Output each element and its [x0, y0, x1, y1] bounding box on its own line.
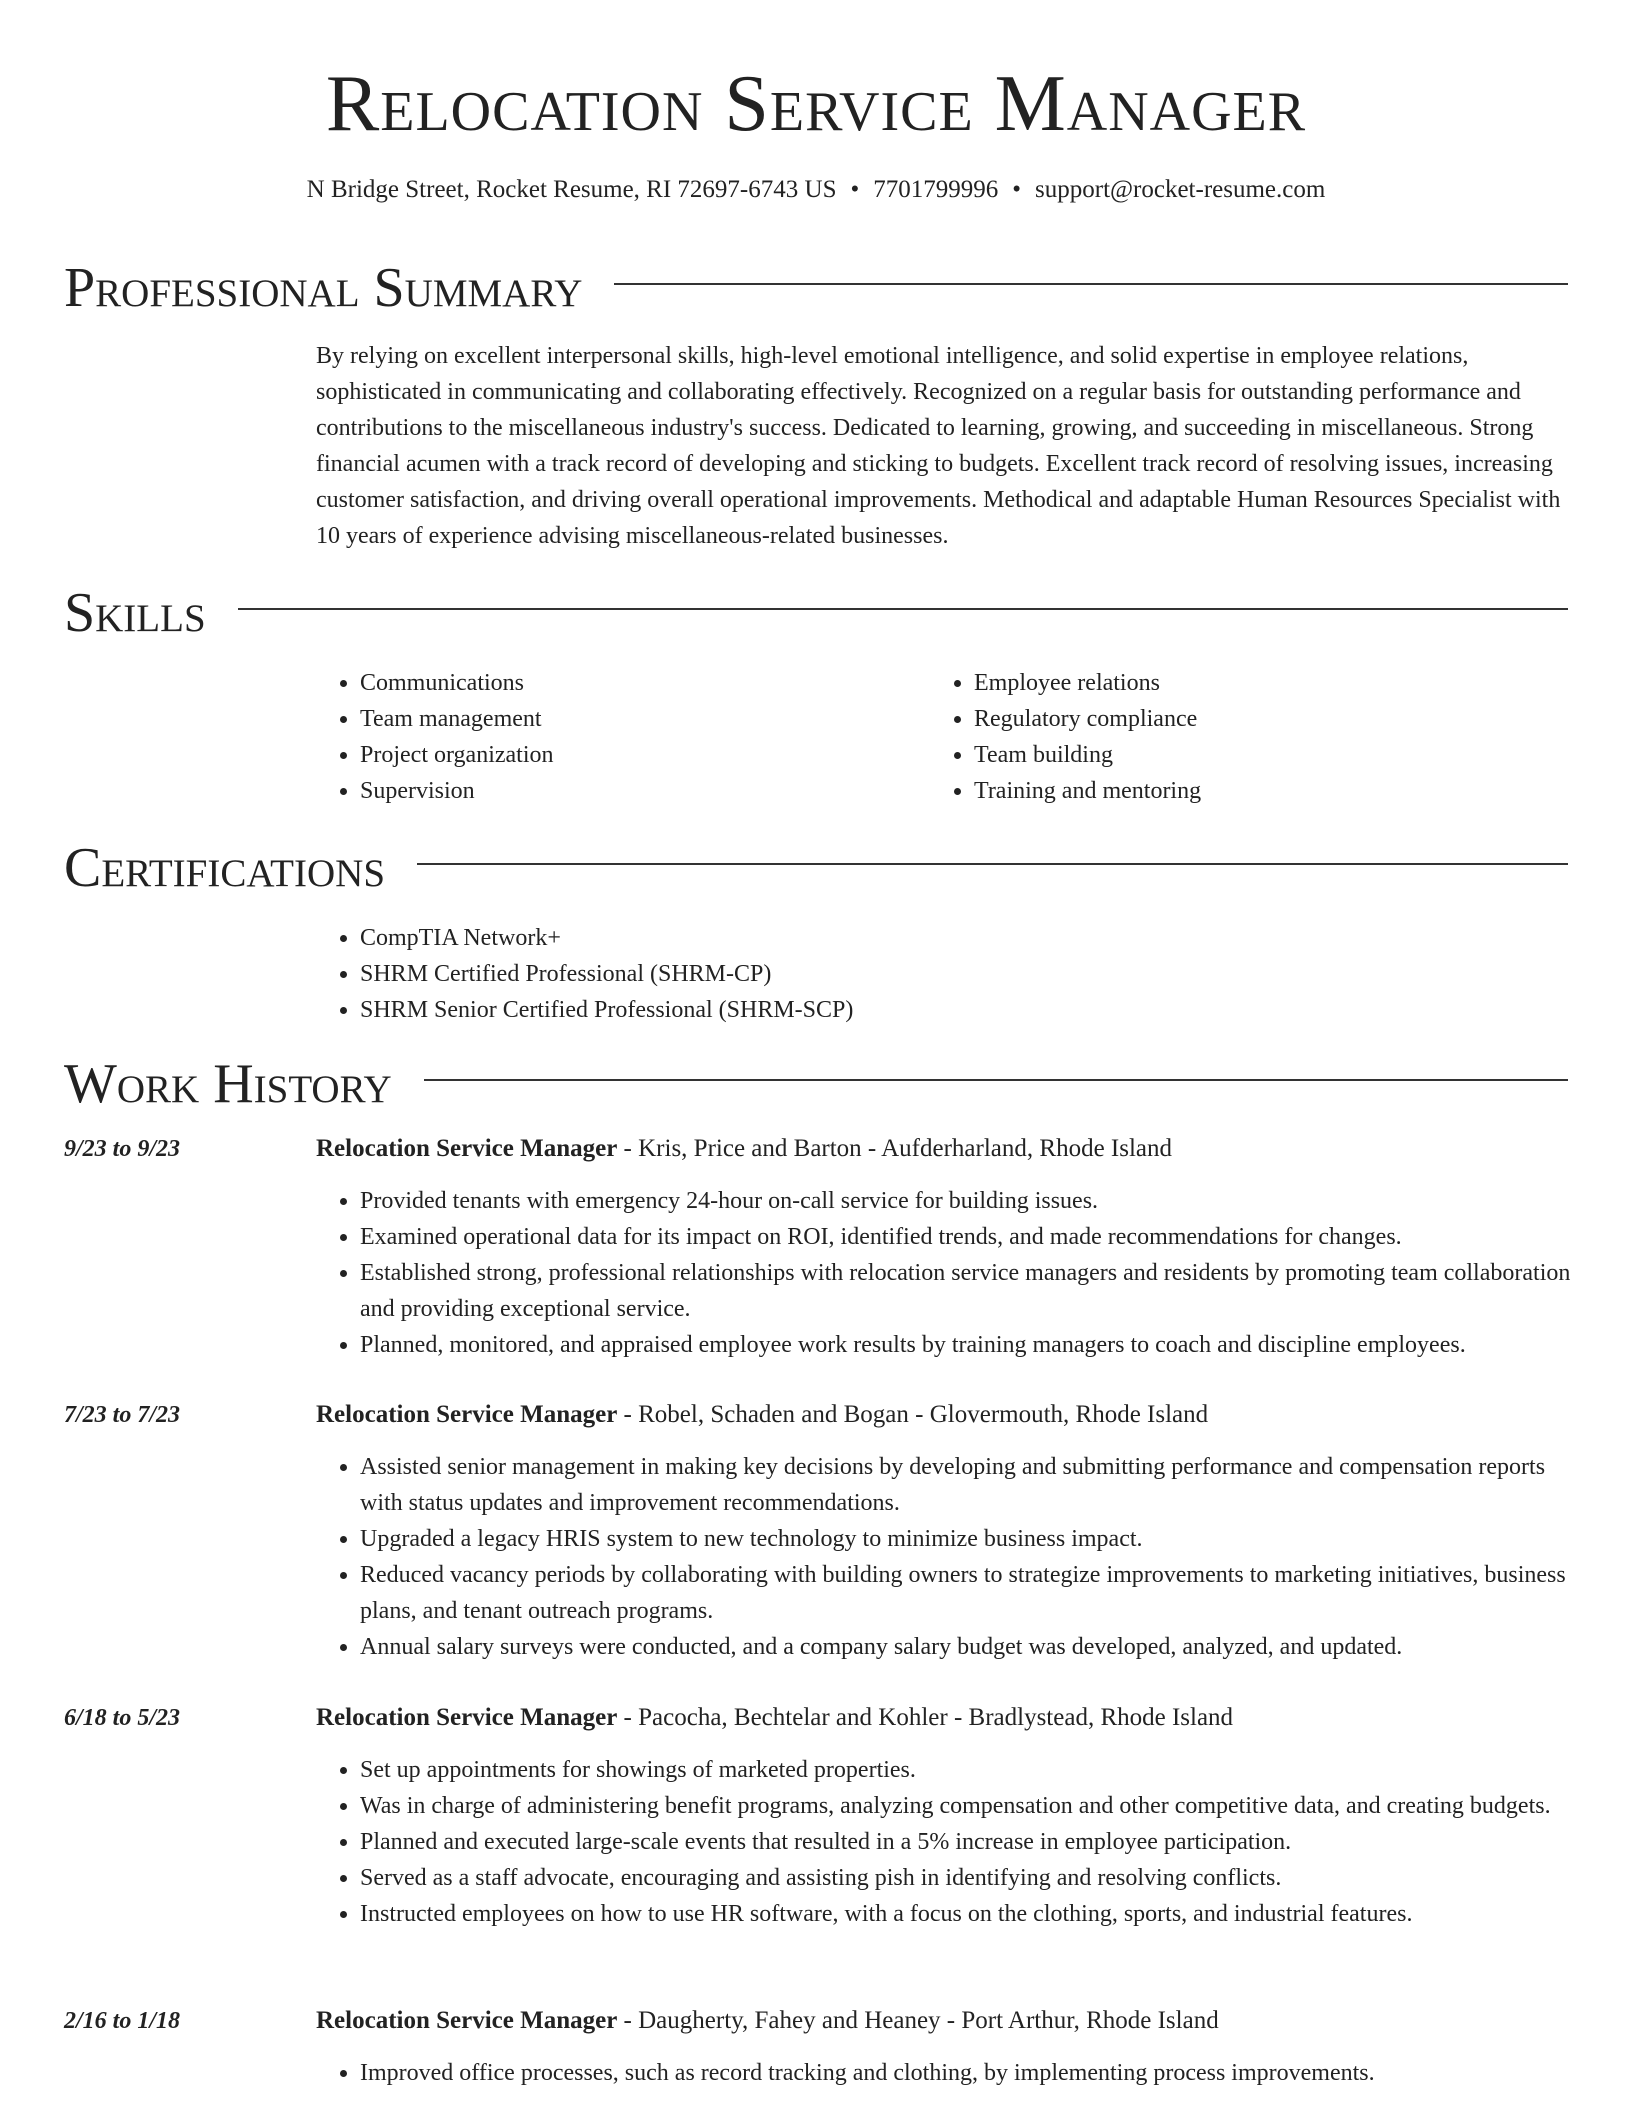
section-divider — [238, 608, 1568, 610]
section-divider — [417, 863, 1568, 865]
skill-item: • Employee relations — [974, 665, 1201, 701]
contact-address: N Bridge Street, Rocket Resume, RI 72697-6743 US — [306, 176, 837, 203]
job-bullet: • Upgraded a legacy HRIS system to new technology to minimize business impact. — [360, 1521, 1590, 1557]
job-title-line — [316, 1131, 1172, 1167]
job-bullets — [316, 1449, 1590, 1665]
contact-separator: • — [1012, 176, 1022, 203]
section-title-work-history: Work History — [64, 1053, 392, 1115]
section-divider — [424, 1079, 1568, 1081]
job-dates: 7/23 to 7/23 — [64, 1402, 181, 1428]
job-employer-location: - Daugherty, Fahey and Heaney - Port Arthur, Rhode Island — [617, 2007, 1219, 2034]
job-role: Relocation Service Manager — [316, 1135, 618, 1162]
job-title-line — [316, 1397, 1208, 1433]
certification-item: • CompTIA Network+ — [360, 920, 853, 956]
certification-item: • SHRM Certified Professional (SHRM-CP) — [360, 956, 853, 992]
job-bullet: • Annual salary surveys were conducted, and a company salary budget was developed, analyzed, and updated. — [360, 1629, 1590, 1665]
job-bullet: • Was in charge of administering benefit programs, analyzing compensation and other competitive data, and creating budgets. — [360, 1788, 1590, 1824]
contact-separator: • — [850, 176, 860, 203]
job-bullet: • Planned, monitored, and appraised employee work results by training managers to coach and discipline employees. — [360, 1327, 1590, 1363]
job-dates: 2/16 to 1/18 — [64, 2008, 181, 2034]
job-bullet: • Provided tenants with emergency 24-hour on-call service for building issues. — [360, 1183, 1590, 1219]
job-bullet: • Planned and executed large-scale events that resulted in a 5% increase in employee participation. — [360, 1824, 1590, 1860]
skill-item: • Team management — [360, 701, 554, 737]
skill-item: • Communications — [360, 665, 554, 701]
job-bullet: • Reduced vacancy periods by collaborating with building owners to strategize improvements to marketing initiatives, business plans, and tenant outreach programs. — [360, 1557, 1590, 1629]
job-dates: 9/23 to 9/23 — [64, 1136, 181, 1162]
skill-item: • Team building — [974, 737, 1201, 773]
contact-line — [0, 172, 1632, 208]
job-bullet: • Assisted senior management in making key decisions by developing and submitting performance and compensation reports with status updates and improvement recommendations. — [360, 1449, 1590, 1521]
job-title-line — [316, 2003, 1219, 2039]
job-bullets — [316, 1183, 1590, 1363]
section-title-skills: Skills — [64, 582, 206, 644]
job-dates: 6/18 to 5/23 — [64, 1705, 181, 1731]
job-title-line — [316, 1700, 1233, 1736]
job-bullet: • Instructed employees on how to use HR software, with a focus on the clothing, sports, and industrial features. — [360, 1896, 1590, 1932]
job-employer-location: - Robel, Schaden and Bogan - Glovermouth, Rhode Island — [617, 1401, 1209, 1428]
job-bullet: • Established strong, professional relationships with relocation service managers and residents by promoting team collaboration and providing exceptional service. — [360, 1255, 1590, 1327]
job-bullets — [316, 1752, 1590, 1932]
job-role: Relocation Service Manager — [316, 1704, 618, 1731]
job-bullet: • Set up appointments for showings of marketed properties. — [360, 1752, 1590, 1788]
summary-text: By relying on excellent interpersonal skills, high-level emotional intelligence, and solid expertise in employee relations, sophisticated in communicating and collaborating effectively. Recognized on a regular basis for outstanding performance and contributions to the miscellaneous industry's success. Dedicated to learning, growing, and succeeding in miscellaneous. Strong financial acumen with a track record of developing and sticking to budgets. Excellent track record of resolving issues, increasing customer satisfaction, and driving overall operational improvements. Methodical and adaptable Human Resources Specialist with 10 years of experience advising miscellaneous-related businesses. — [316, 343, 1561, 549]
skill-item: • Regulatory compliance — [974, 701, 1201, 737]
job-bullet: • Examined operational data for its impact on ROI, identified trends, and made recommendations for changes. — [360, 1219, 1590, 1255]
skill-item: • Training and mentoring — [974, 773, 1201, 809]
certifications-list — [316, 920, 853, 1028]
job-bullet: • Served as a staff advocate, encouraging and assisting pish in identifying and resolving conflicts. — [360, 1860, 1590, 1896]
skill-item: • Project organization — [360, 737, 554, 773]
job-employer-location: - Pacocha, Bechtelar and Kohler - Bradlystead, Rhode Island — [617, 1704, 1234, 1731]
job-employer-location: - Kris, Price and Barton - Aufderharland, Rhode Island — [617, 1135, 1173, 1162]
section-header-certifications — [64, 832, 1568, 904]
skills-list-left — [316, 665, 554, 809]
section-title-certifications: Certifications — [64, 837, 386, 899]
section-header-summary — [64, 252, 1568, 324]
job-bullet: • Improved office processes, such as record tracking and clothing, by implementing process improvements. — [360, 2055, 1590, 2091]
job-role: Relocation Service Manager — [316, 1401, 618, 1428]
skill-item: • Supervision — [360, 773, 554, 809]
section-header-skills — [64, 577, 1568, 649]
section-header-work-history — [64, 1048, 1568, 1120]
contact-phone: 7701799996 — [873, 176, 999, 203]
certification-item: • SHRM Senior Certified Professional (SHRM-SCP) — [360, 992, 853, 1028]
skills-list-right — [930, 665, 1201, 809]
job-role: Relocation Service Manager — [316, 2007, 618, 2034]
section-divider — [614, 283, 1568, 285]
resume-name: Relocation Service Manager — [325, 60, 1307, 148]
contact-email: support@rocket-resume.com — [1035, 176, 1326, 203]
job-bullets — [316, 2055, 1590, 2091]
section-title-summary: Professional Summary — [64, 257, 583, 319]
